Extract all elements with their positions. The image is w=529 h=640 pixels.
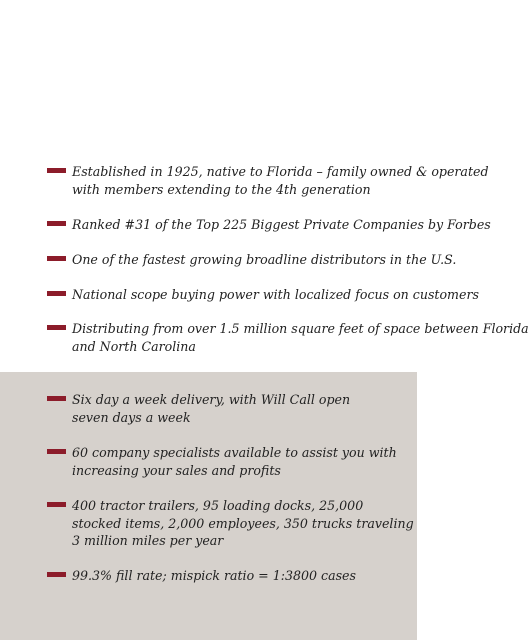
bullet-marker — [47, 291, 66, 296]
bullet-marker — [47, 396, 66, 401]
bullet-marker — [47, 256, 66, 261]
bullet-marker — [47, 502, 66, 507]
bullet-marker — [47, 168, 66, 173]
fact-text: National scope buying power with localized focus on customers — [72, 287, 479, 302]
bullet-marker — [47, 449, 66, 454]
fact-text: Established in 1925, native to Florida – family owned & operated with members extending to the 4th generation — [72, 164, 489, 197]
fact-text: Six day a week delivery, with Will Call open seven days a week — [72, 392, 351, 425]
fact-text: One of the fastest growing broadline distributors in the U.S. — [72, 252, 457, 267]
bullet-marker — [47, 221, 66, 226]
fact-text: 400 tractor trailers, 95 loading docks, 25,000 stocked items, 2,000 employees, 350 trucks traveling 3 million miles per year — [72, 498, 414, 548]
fact-text: Ranked #31 of the Top 225 Biggest Private Companies by Forbes — [72, 217, 491, 232]
fact-text: Distributing from over 1.5 million square feet of space between Florida and North Carolina — [72, 321, 529, 354]
fact-text: 60 company specialists available to assist you with increasing your sales and profits — [72, 445, 397, 478]
bullet-marker — [47, 572, 66, 577]
fact-text: 99.3% fill rate; mispick ratio = 1:3800 cases — [72, 568, 356, 583]
bullet-marker — [47, 325, 66, 330]
operations-facts-section — [0, 372, 417, 640]
